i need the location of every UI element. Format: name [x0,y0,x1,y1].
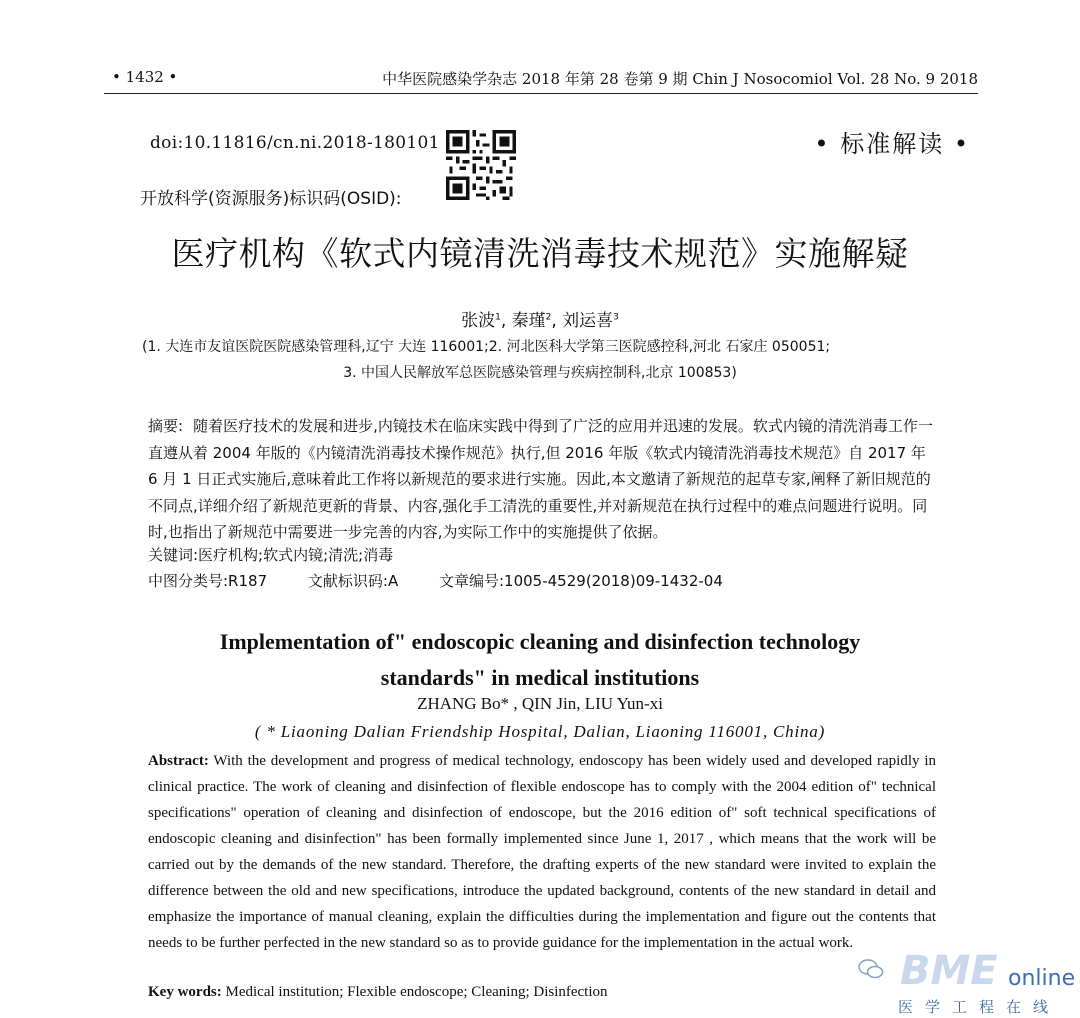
abstract-text: With the development and progress of medical technology, endoscopy has been widely used and developed rapidly in clinical practice. The work of cleaning and disinfection of flexible endoscope has to comply with the 2004 edition of" technical specifications" operation of cleaning and disinfection of endoscope, but the 2016 edition of" soft technical specifications of endoscopic cleaning and disinfection" has been formally implemented since June 1, 2017 , which means that the work will be carried out by the demands of the new standard. Therefore, the drafting experts of the new standard were invited to explain the difference between the old and new specifications, introduce the updated background, contents of the new standard in detail and emphasize the importance of manual cleaning, explain the difficulties during the implementation and figure out the contents that needs to be further perfected in the new standard so as to provide guidance for the implementation in the actual work. [148,753,936,951]
authors-chinese: 张波$^1$, 秦瑾$^2$, 刘运喜$^3$ [461,311,619,331]
authors-english: ZHANG Bo* , QIN Jin, LIU Yun-xi [417,694,663,713]
abstract-english [148,748,936,956]
watermark-logo: BME [900,948,998,994]
keywords-chinese: 关键词:医疗机构;软式内镜;清洗;消毒 [148,546,394,564]
title-chinese: 医疗机构《软式内镜清洗消毒技术规范》实施解疑 [171,234,909,273]
author-sup: 1 [495,312,501,323]
clc-number: 中图分类号:R187 [148,572,268,590]
classification-chinese [148,570,759,591]
title-english-line1: Implementation of" endoscopic cleaning and disinfection technology [219,629,861,654]
abstract-label: Abstract: [148,753,209,769]
page-number: • 1432 • [112,68,178,86]
wechat-icon [858,958,884,980]
author-name: 张波 [461,311,496,331]
affiliation-chinese-line2: 3. 中国人民解放军总医院感染管理与疾病控制科,北京 100853) [343,365,737,381]
title-english [0,624,1080,696]
watermark-chinese: 医学工程在线 [898,998,1061,1016]
journal-citation: 中华医院感染学杂志 2018 年第 28 卷第 9 期 Chin J Nosocomiol Vol. 28 No. 9 2018 [382,70,978,88]
osid-label: 开放科学(资源服务)标识码(OSID): [140,189,402,209]
watermark-online: online [1008,966,1076,991]
section-label: • 标准解读 • [814,130,970,158]
affiliation-english: ( * Liaoning Dalian Friendship Hospital, Dalian, Liaoning 116001, China) [254,722,826,741]
abstract-label: 摘要: [148,417,184,435]
author-name: 刘运喜 [562,311,614,331]
title-english-line2: standards" in medical institutions [380,665,700,690]
abstract-text: 随着医疗技术的发展和进步,内镜技术在临床实践中得到了广泛的应用并迅速的发展。软式内镜的清洗消毒工作一直遵从着 2004 年版的《内镜清洗消毒技术操作规范》执行,但 2016 年版《软式内镜清洗消毒技术规范》自 2017 年 6 月 1 日正式实施后,意味着此工作将以新规范的要求进行实施。因此,本文邀请了新规范的起草专家,阐释了新旧规范的不同点,详细介绍了新规范更新的背景、内容,强化手工清洗的重要性,并对新规范在执行过程中的难点问题进行说明。同时,也指出了新规范中需要进一步完善的内容,为实际工作中的实施提供了依据。 [148,417,933,541]
keywords-text: Medical institution; Flexible endoscope; Cleaning; Disinfection [225,984,608,1000]
article-number: 文章编号:1005-4529(2018)09-1432-04 [439,572,723,590]
keywords-label: Key words: [148,984,222,1000]
watermark [858,946,1080,1018]
abstract-chinese [148,413,938,546]
keywords-english [148,984,608,1001]
author-sup: 2 [545,312,552,323]
author-name: 秦瑾 [511,311,546,331]
header-rule [104,93,978,94]
author-sup: 3 [613,312,619,323]
doi: doi:10.11816/cn.ni.2018-180101 [150,133,440,153]
running-header [104,66,978,90]
document-code: 文献标识码:A [307,572,399,590]
qr-code-icon [446,130,516,200]
affiliation-chinese-line1: (1. 大连市友谊医院医院感染管理科,辽宁 大连 116001;2. 河北医科大学第三医院感控科,河北 石家庄 050051; [142,339,831,355]
